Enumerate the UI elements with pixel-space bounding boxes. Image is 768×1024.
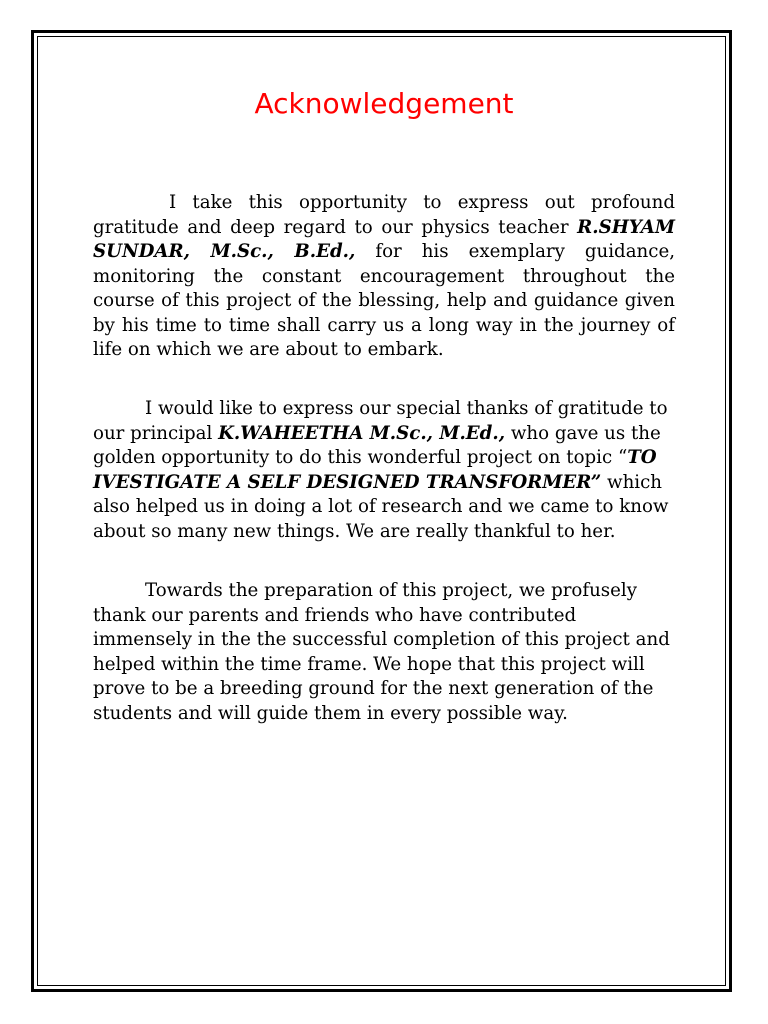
paragraph-text: for his exemplary guidance, monitoring the constant encouragement throughout the course of this project of the blessing, help and guidance given by his time to time shall carry us a long way in the journey of life on which we are about to embark. — [93, 241, 675, 360]
paragraph-text: I take this opportunity to express out profound gratitude and deep regard to our physics teacher — [93, 192, 675, 238]
teacher-name: R.SHYAM SUNDAR, M.Sc., B.Ed., — [93, 216, 675, 262]
page-title: Acknowledgement — [254, 87, 514, 120]
paragraph-teacher-thanks — [93, 191, 675, 363]
paragraph-text: which also helped us in doing a lot of research and we came to know about so many new things. We are really thankful to her. — [93, 471, 669, 542]
project-topic: TO IVESTIGATE A SELF DESIGNED TRANSFORMER” — [93, 447, 657, 493]
principal-name: K.WAHEETHA M.Sc., M.Ed., — [218, 422, 506, 444]
paragraph-text: I would like to express our special thanks of gratitude to our principal — [93, 398, 668, 444]
paragraph-text: Towards the preparation of this project, we profusely thank our parents and friends who have contributed immensely in the the successful completion of this project and helped within the time frame. We hope that this project will prove to be a breeding ground for the next generation of the students and will guide them in every possible way. — [93, 580, 670, 724]
paragraph-principal-thanks — [93, 397, 675, 544]
paragraph-text: who gave us the golden opportunity to do this wonderful project on topic “ — [93, 422, 661, 468]
paragraph-parents-thanks — [93, 579, 675, 726]
